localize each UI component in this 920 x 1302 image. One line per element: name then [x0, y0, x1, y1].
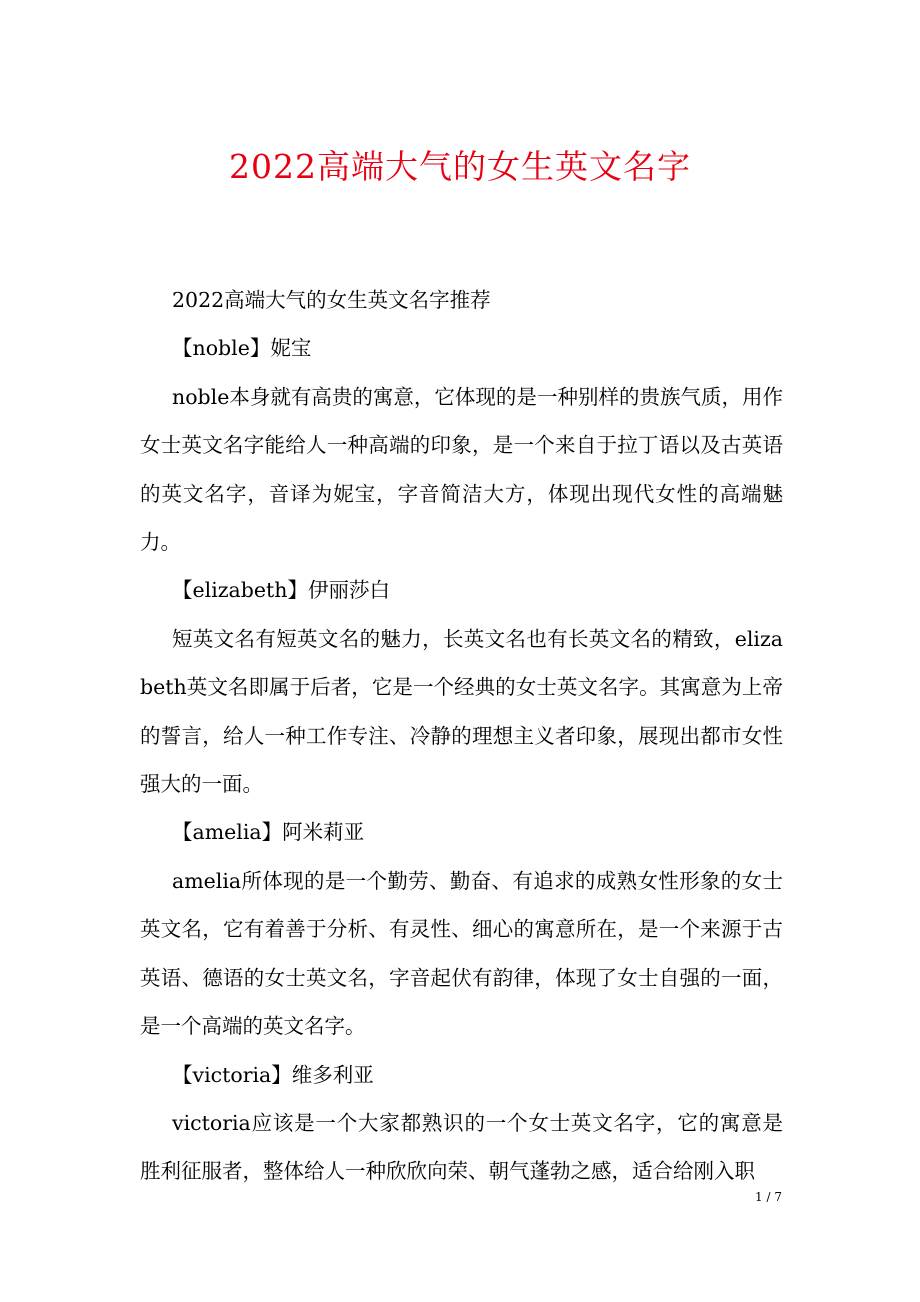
- intro-paragraph: 2022高端大气的女生英文名字推荐: [172, 288, 491, 312]
- name-heading-elizabeth: 【elizabeth】伊丽莎白: [172, 578, 390, 603]
- description-amelia: amelia所体现的是一个勤劳、勤奋、有追求的成熟女性形象的女士英文名，它有着善于分析、有灵性、细心的寓意所在，是一个来源于古英语、德语的女士英文名，字音起伏有韵律，体现了女士自强的一面，是一个高端的英文名字。: [140, 868, 783, 1039]
- page-number: 1 / 7: [755, 1190, 782, 1204]
- description-elizabeth: 短英文名有短英文名的魅力，长英文名也有长英文名的精致，elizabeth英文名即属于后者，它是一个经典的女士英文名字。其寓意为上帝的誓言，给人一种工作专注、冷静的理想主义者印象，展现出都市女性强大的一面。: [140, 626, 783, 797]
- name-heading-victoria: 【victoria】维多利亚: [172, 1062, 374, 1087]
- name-heading-amelia: 【amelia】阿米莉亚: [172, 820, 365, 845]
- document-body: [140, 276, 783, 1196]
- name-heading-noble: 【noble】妮宝: [172, 336, 312, 361]
- document-title: 2022高端大气的女生英文名字: [229, 147, 691, 186]
- description-victoria: victoria应该是一个大家都熟识的一个女士英文名字，它的寓意是胜利征服者，整体给人一种欣欣向荣、朝气蓬勃之感，适合给刚入职: [140, 1110, 783, 1184]
- description-noble: noble本身就有高贵的寓意，它体现的是一种别样的贵族气质，用作女士英文名字能给人一种高端的印象，是一个来自于拉丁语以及古英语的英文名字，音译为妮宝，字音简洁大方，体现出现代女性的高端魅力。: [140, 384, 783, 555]
